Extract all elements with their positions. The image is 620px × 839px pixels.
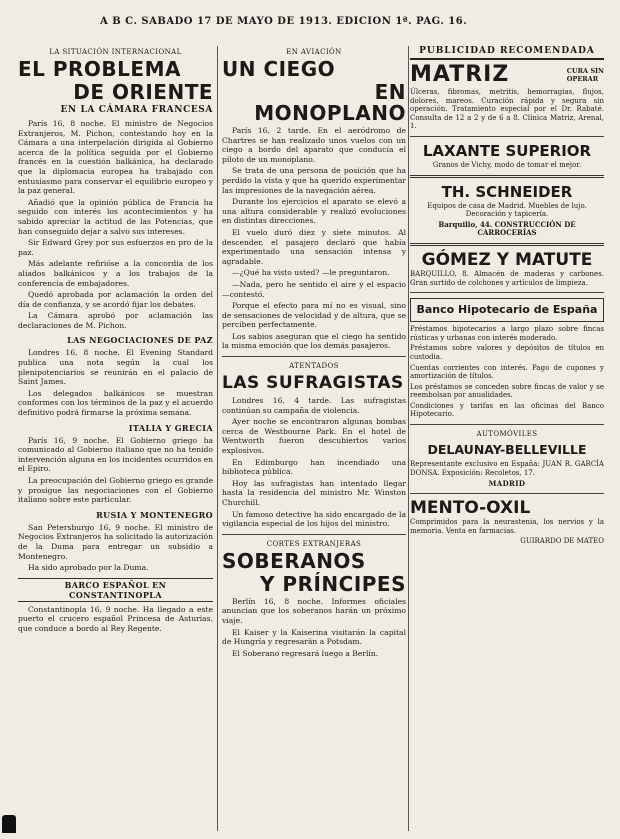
article-paragraph: París 16, 9 noche. El Gobierno griego ha comunicado al Gobierno italiano que no ha tenido intervención alguna en los incidentes ocurridos en el Epiro. (18, 435, 213, 474)
article-paragraph: Ha sido aprobado por la Duma. (28, 563, 149, 573)
ad-delaunay-title: DELAUNAY-BELLEVILLE (427, 442, 587, 458)
divider (410, 424, 604, 425)
ad-mento-oxil (410, 499, 604, 517)
section-label: CORTES EXTRANJERAS (266, 539, 362, 548)
article-paragraph: Un famoso detective ha sido encargado de la vigilancia especial de los hijos del ministro. (222, 509, 406, 529)
column-rule-1 (217, 46, 218, 831)
article-paragraph: Más adelante refirióse a la concordia de los aliados balkánicos y a los trabajos de la conferencia de embajadores. (18, 259, 213, 288)
divider (222, 356, 406, 357)
article-paragraph: —Nada, pero he sentido el aire y el espacio —contestó. (222, 279, 406, 299)
subhead-negociaciones: LAS NEGOCIACIONES DE PAZ (67, 335, 213, 346)
divider (222, 534, 406, 535)
ad-matriz-tag-line1: CURA SIN (566, 67, 604, 75)
article-paragraph: En Edimburgo han incendiado una biblioteca pública. (222, 457, 406, 477)
ad-gomez-title: GÓMEZ Y MATUTE (421, 249, 593, 270)
article-paragraph: Quedó aprobada por aclamación la orden del día de confianza, y se acordó fijar los debates. (18, 290, 213, 309)
headline-soberanos: SOBERANOS (222, 548, 366, 573)
article-paragraph: Constantinopla 16, 9 noche. Ha llegado a este puerto el crucero español Princesa de Asturias, que conduce a bordo al Rey Regente. (18, 604, 213, 633)
headline-oriente: DE ORIENTE (73, 80, 213, 104)
article-paragraph: Hoy las sufragistas han intentado llegar hasta la residencia del ministro Mr. Winston Churchill. (222, 478, 406, 507)
article-paragraph: Londres 16, 4 tarde. Las sufragistas continúan su campaña de violencia. (222, 396, 406, 415)
ad-mento-text: Comprimidos para la neurastenia, los nervios y la memoria. Venta en farmacias. (410, 518, 604, 535)
ad-laxante-sub: Granos de Vichy, modo de tomar el mejor. (432, 160, 582, 169)
section-label: LA SITUACIÓN INTERNACIONAL (49, 48, 182, 56)
ad-matriz-tag-line2: OPERAR (566, 75, 599, 83)
ad-mento-foot: GUIRARDO DE MATEO (520, 537, 604, 546)
column-two (222, 46, 406, 831)
headline-principes: Y PRÍNCIPES (259, 571, 406, 596)
column-three-ads (410, 46, 604, 831)
ad-laxante-title: LAXANTE SUPERIOR (422, 141, 592, 160)
article-paragraph: Se trata de una persona de posición que ha perdido la vista y que ha querido experimentar las impresiones de la navegación aérea. (222, 166, 406, 195)
article-paragraph: Ayer noche se encontraron algunas bombas cerca de Westbourne Park. En el hotel de Wentworth fueron descubiertos varios explosivos. (222, 417, 406, 456)
ad-banco-paragraph: Condiciones y tarifas en las oficinas del Banco Hipotecario. (410, 401, 604, 419)
article-paragraph: El vuelo duró diez y siete minutos. Al descender, el pasajero declaró que había experimentado una sensación intensa y agradable. (222, 227, 406, 266)
article-paragraph: París 16, 8 noche. El ministro de Negocios Extranjeros, M. Pichon, contestando hoy en la Cámara a una interpelación dirigida al Gobierno acerca de la política seguida por el Gobierno francés en la cuestión balkánica, ha declarado que la diplomacia europea ha trabajado con entusiasmo para conservar el equilibrio europeo y la paz general. (18, 119, 213, 196)
subhead-italia-grecia: ITALIA Y GRECIA (128, 422, 213, 433)
article-paragraph: El Kaiser y la Kaiserina visitarán la capital de Hungría y regresarán a Potsdam. (222, 627, 406, 647)
subhead-camara: EN LA CÁMARA FRANCESA (60, 105, 213, 115)
headline-sufragistas: LAS SUFRAGISTAS (222, 373, 404, 394)
ad-schneider-addr: Barquillo, 44. CONSTRUCCIÓN DE CARROCERÍAS (438, 219, 576, 238)
ad-banco-box (410, 298, 604, 322)
article-paragraph: Sir Edward Grey por sus esfuerzos en pro de la paz. (18, 238, 213, 257)
divider (410, 175, 604, 178)
article-paragraph: La Cámara aprobó por aclamación las declaraciones de M. Pichon. (18, 311, 213, 330)
ad-automoviles-label: AUTOMÓVILES (476, 430, 538, 439)
ad-delaunay-city: MADRID (488, 479, 526, 489)
column-one (18, 46, 213, 831)
ad-banco-paragraph: Cuentas corrientes con interés. Pago de cupones y amortización de títulos. (410, 363, 604, 381)
ad-delaunay-text: Representante exclusivo en España: JUAN R. GARCÍA DONSA. Exposición: Recoletos, 17. (410, 460, 604, 477)
article-paragraph: Los sabios aseguran que el ciego ha sentido la misma emoción que los demás pasajeros. (222, 331, 406, 351)
ad-schneider-title: TH. SCHNEIDER (441, 182, 573, 201)
article-paragraph: El Soberano regresará luego a Berlín. (232, 648, 379, 658)
column-rule-2 (408, 46, 409, 831)
ad-mento-title: MENTO-OXIL (410, 498, 531, 519)
section-label: EN AVIACIÓN (286, 48, 342, 56)
ad-matriz (410, 63, 604, 87)
section-label: ATENTADOS (289, 362, 339, 371)
headline-monoplano: EN MONOPLANO (254, 80, 406, 125)
article-paragraph: San Petersburgo 16, 9 noche. El ministro de Negocios Extranjeros ha solicitado la autorización de la Duma para entregar un subsidio a Montenegro. (18, 522, 213, 561)
subhead-rusia-montenegro: RUSIA Y MONTENEGRO (96, 509, 213, 520)
subhead-barco-line2: CONSTANTINOPLA (69, 589, 162, 600)
ad-matriz-title: MATRIZ (410, 62, 510, 87)
divider (410, 292, 604, 293)
ad-banco-paragraph: Los préstamos se conceden sobre fincas de valor y se reembolsan por anualidades. (410, 382, 604, 400)
page-header: A B C. SÁBADO 17 DE MAYO DE 1913. EDICIÓN 1ª. PÁG. 16. (100, 16, 468, 27)
article-paragraph: Los delegados balkánicos se muestran conformes con los términos de la paz y el acuerdo definitivo podrá firmarse la próxima semana. (18, 388, 213, 418)
subhead-barco-espanol (18, 578, 213, 602)
article-paragraph: Porque el efecto para mí no es visual, sino de sensaciones de velocidad y de altura, que se perciben perfectamente. (222, 301, 406, 330)
article-paragraph: Añadió que la opinión pública de Francia ha seguido con interés los acontecimientos y ha sabido apreciar la actitud de las Potencias, que han conseguido dejar a salvo sus intereses. (18, 197, 213, 236)
ad-gomez-text: BARQUILLO, 8. Almacén de maderas y carbones. Gran surtido de colchones y artículos de limpieza. (410, 269, 604, 287)
ad-banco-paragraph: Préstamos hipotecarios a largo plazo sobre fincas rústicas y urbanas con interés moderado. (410, 325, 604, 342)
article-paragraph: París 16, 2 tarde. En el aeródromo de Chartres se han realizado unos vuelos con un ciego a bordo del aparato que conducía el piloto de un monoplano. (222, 126, 406, 164)
divider (410, 493, 604, 494)
ad-banco-paragraph: Préstamos sobre valores y depósitos de títulos en custodia. (410, 344, 604, 361)
article-paragraph: La preocupación del Gobierno griego es grande y prosigue las negociaciones con el Gobierno italiano sobre este particular. (18, 476, 213, 505)
ad-banco-title: Banco Hipotecario de España (416, 303, 598, 317)
divider (410, 136, 604, 137)
divider (410, 243, 604, 246)
article-paragraph: Londres 16, 8 noche. El Evening Standard publica una nota según la cual los plenipotenciarios se reunirán en el palacio de Saint James. (18, 348, 213, 387)
headline-ciego: UN CIEGO (222, 57, 336, 81)
article-paragraph: Berlín 16, 8 noche. Informes oficiales anuncian que los soberanos harán un próximo viaje. (222, 596, 406, 625)
headline-problema: EL PROBLEMA (18, 57, 181, 81)
ad-schneider-text: Equipos de casa de Madrid. Muebles de lujo. Decoración y tapicería. (427, 201, 587, 219)
ads-band-title: PUBLICIDAD RECOMENDADA (410, 46, 604, 60)
article-paragraph: Durante los ejercicios el aparato se elevó a una altura considerable y realizó evoluciones en distintas direcciones. (222, 197, 406, 226)
subhead-barco-line1: BARCO ESPAÑOL EN (64, 579, 167, 590)
ad-matriz-tag (567, 67, 604, 83)
scan-thumb-shadow (2, 815, 16, 833)
article-paragraph: —¿Qué ha visto usted? —le preguntaron. (232, 268, 390, 278)
ad-matriz-text: Úlceras, fibromas, metritis, hemorragias, flujos, dolores, mareos. Curación rápida y segura sin operación. Tratamiento especial por el Dr. Rabaté. Consulta de 12 a 2 y de 6 a 8. Clínica Matriz, Arenal, 1. (410, 88, 604, 131)
